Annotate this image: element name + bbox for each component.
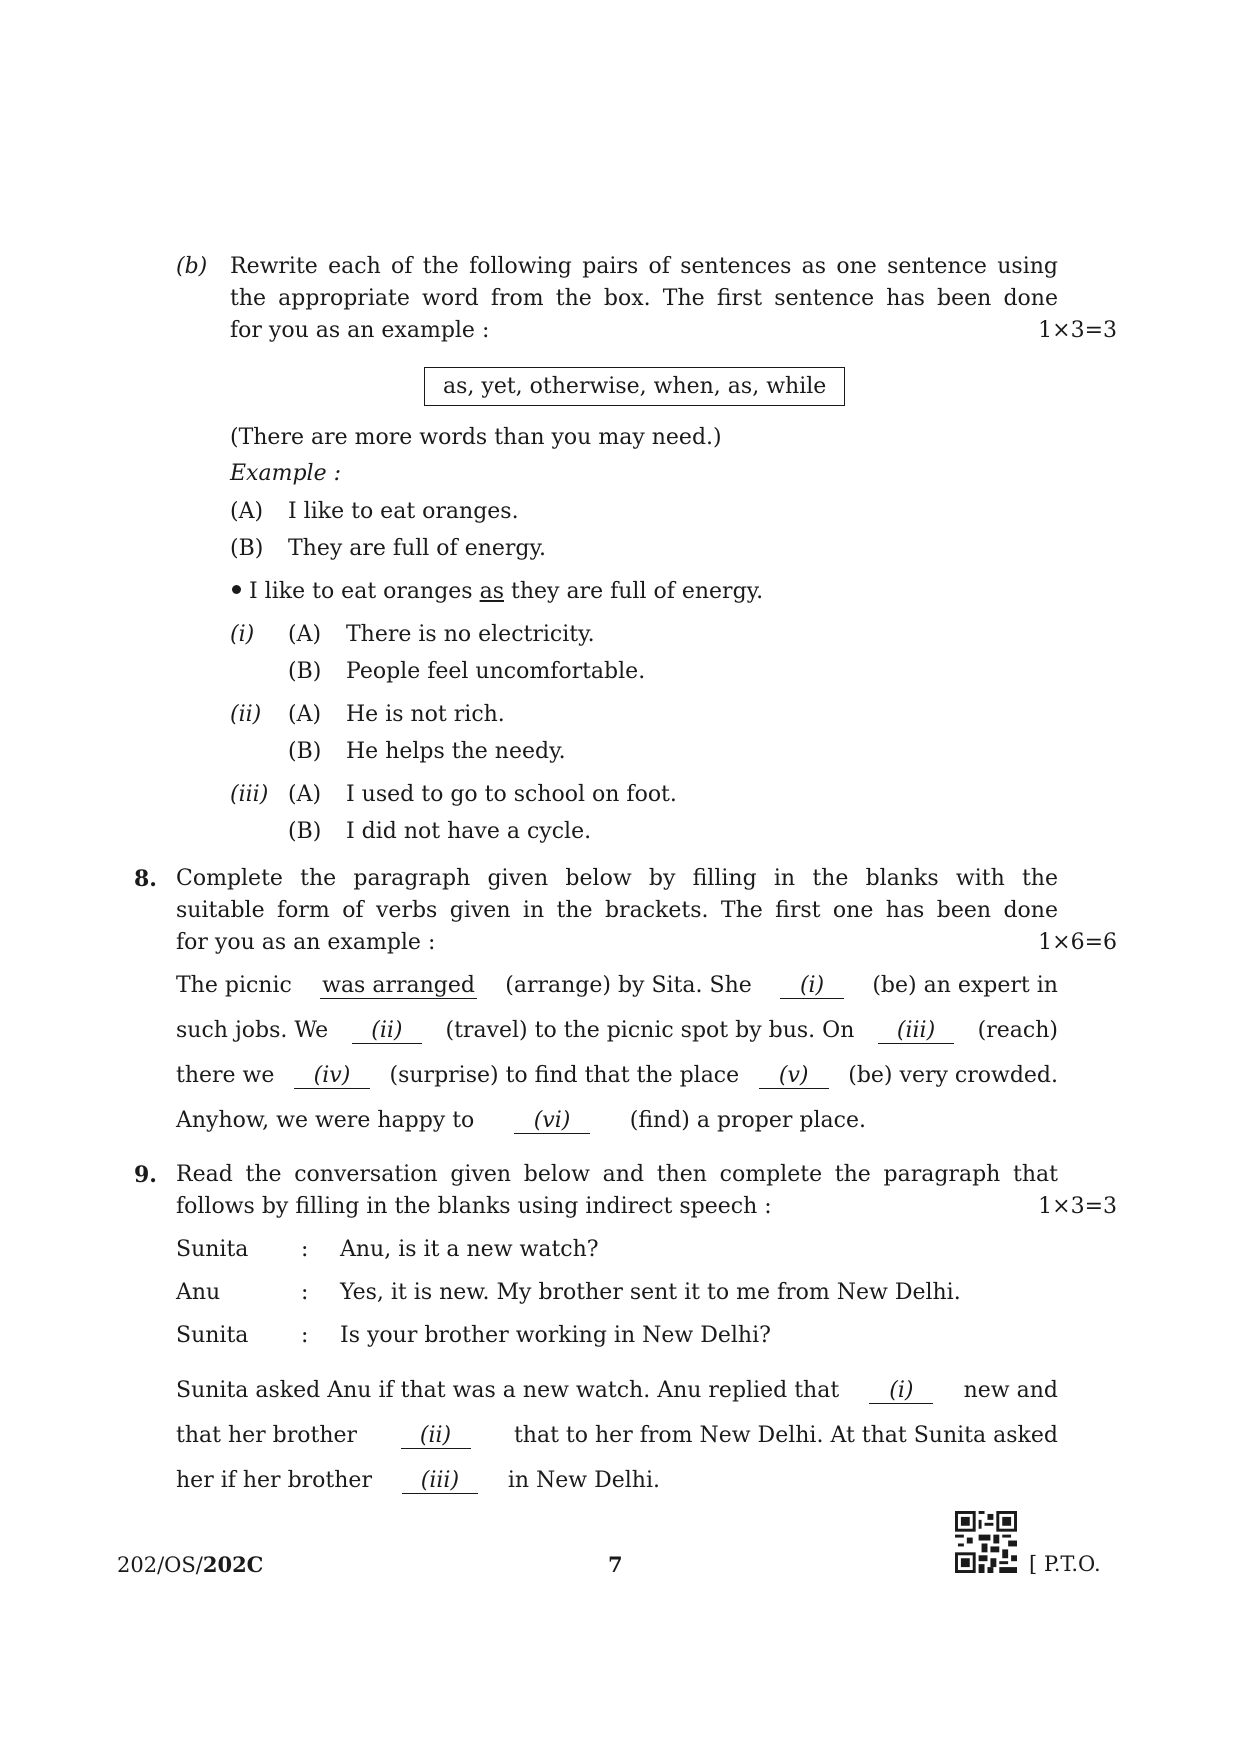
dialogue-text: Yes, it is new. My brother sent it to me from New Delhi. [340, 1280, 961, 1305]
example-a-text: I like to eat oranges. [288, 499, 519, 524]
part-b-label: (b) [176, 254, 208, 279]
part-b-instruction-line1: Rewrite each of the following pairs of sentences as one sentence using [230, 254, 1058, 279]
example-answer [232, 579, 763, 604]
question-8-paragraph-line3 [176, 1063, 1058, 1089]
question-8-paragraph-line2 [176, 1018, 1058, 1044]
item-a-text: I used to go to school on foot. [346, 782, 677, 807]
question-9-number: 9. [134, 1162, 157, 1188]
q8-text: (be) very crowded. [848, 1063, 1058, 1088]
blank-iii: (iii) [878, 1019, 954, 1044]
q8-text: The picnic [176, 973, 292, 998]
blank-ii: (ii) [401, 1424, 471, 1449]
blank-i: (i) [869, 1379, 933, 1404]
question-9-marks: 1×3=3 [1038, 1194, 1117, 1219]
item-b-text: I did not have a cycle. [346, 819, 592, 844]
question-9-paragraph-line3 [176, 1468, 660, 1494]
q8-text: (reach) [977, 1018, 1058, 1043]
blank-iv: (iv) [294, 1064, 370, 1089]
example-answer-word: as [479, 579, 504, 604]
dialogue-colon: : [301, 1237, 309, 1262]
paper-code-prefix: 202/OS/ [117, 1553, 203, 1577]
question-8-line3: for you as an example : [176, 930, 436, 955]
item-a-label: (A) [288, 702, 322, 727]
question-9-line1: Read the conversation given below and then complete the paragraph that [176, 1162, 1058, 1187]
blank-ii: (ii) [352, 1019, 422, 1044]
question-8-line1: Complete the paragraph given below by filling in the blanks with the [176, 866, 1058, 891]
item-a-text: He is not rich. [346, 702, 505, 727]
q8-text: (arrange) by Sita. She [505, 973, 752, 998]
part-b-instruction-line3: for you as an example : [230, 318, 490, 343]
question-8-line2: suitable form of verbs given in the brackets. The first one has been done [176, 898, 1058, 923]
question-8-paragraph-line4 [176, 1108, 866, 1134]
q8-text: (be) an expert in [872, 973, 1058, 998]
question-8-marks: 1×6=6 [1038, 930, 1117, 955]
bullet-icon [232, 585, 241, 594]
dialogue-text: Is your brother working in New Delhi? [340, 1323, 771, 1348]
example-answer-before: I like to eat oranges [249, 579, 480, 604]
example-answer-after: they are full of energy. [504, 579, 764, 604]
part-b-note: (There are more words than you may need.) [230, 425, 722, 450]
item-number: (ii) [230, 702, 262, 727]
q8-text: (travel) to the picnic spot by bus. On [445, 1018, 855, 1043]
question-8-number: 8. [134, 866, 157, 892]
paper-code-suffix: 202C [202, 1552, 264, 1577]
paper-code [117, 1552, 263, 1577]
q9-text: new and [963, 1378, 1058, 1403]
example-b-label: (B) [230, 536, 264, 561]
example-b-text: They are full of energy. [288, 536, 546, 561]
question-8-paragraph-line1 [176, 973, 1058, 999]
q8-example-answer: was arranged [322, 973, 475, 998]
blank-vi: (vi) [514, 1109, 590, 1134]
page-number: 7 [608, 1552, 623, 1577]
dialogue-speaker: Sunita [176, 1323, 249, 1348]
q9-text: that to her from New Delhi. At that Sunita asked [513, 1423, 1058, 1448]
blank-v: (v) [759, 1064, 829, 1089]
q9-text: her if her brother [176, 1468, 372, 1493]
dialogue-text: Anu, is it a new watch? [340, 1237, 599, 1262]
dialogue-speaker: Sunita [176, 1237, 249, 1262]
q8-text: Anyhow, we were happy to [176, 1108, 475, 1133]
q8-text: (find) a proper place. [629, 1108, 866, 1133]
part-b-marks: 1×3=3 [1038, 318, 1117, 343]
dialogue-colon: : [301, 1323, 309, 1348]
item-number: (iii) [230, 782, 269, 807]
dialogue-speaker: Anu [176, 1280, 221, 1305]
q8-text: such jobs. We [176, 1018, 329, 1043]
item-b-label: (B) [288, 819, 322, 844]
example-label: Example : [230, 461, 341, 486]
q9-text: Sunita asked Anu if that was a new watch. Anu replied that [176, 1378, 840, 1403]
pto-label: [ P.T.O. [1029, 1552, 1101, 1576]
blank-iii: (iii) [402, 1469, 478, 1494]
example-a-label: (A) [230, 499, 264, 524]
item-b-label: (B) [288, 739, 322, 764]
item-b-text: He helps the needy. [346, 739, 566, 764]
item-b-label: (B) [288, 659, 322, 684]
question-9-line2: follows by filling in the blanks using indirect speech : [176, 1194, 772, 1219]
question-9-paragraph-line1 [176, 1378, 1058, 1404]
q8-text: (surprise) to find that the place [389, 1063, 740, 1088]
q9-text: that her brother [176, 1423, 358, 1448]
item-b-text: People feel uncomfortable. [346, 659, 646, 684]
blank-i: (i) [780, 974, 844, 999]
word-box: as, yet, otherwise, when, as, while [424, 367, 845, 406]
q8-text: there we [176, 1063, 275, 1088]
item-a-label: (A) [288, 782, 322, 807]
part-b-instruction-line2: the appropriate word from the box. The first sentence has been done [230, 286, 1058, 311]
q9-text: in New Delhi. [507, 1468, 660, 1493]
item-a-label: (A) [288, 622, 322, 647]
qr-code-icon [955, 1511, 1017, 1573]
question-9-paragraph-line2 [176, 1423, 1058, 1449]
item-number: (i) [230, 622, 255, 647]
dialogue-colon: : [301, 1280, 309, 1305]
item-a-text: There is no electricity. [346, 622, 595, 647]
